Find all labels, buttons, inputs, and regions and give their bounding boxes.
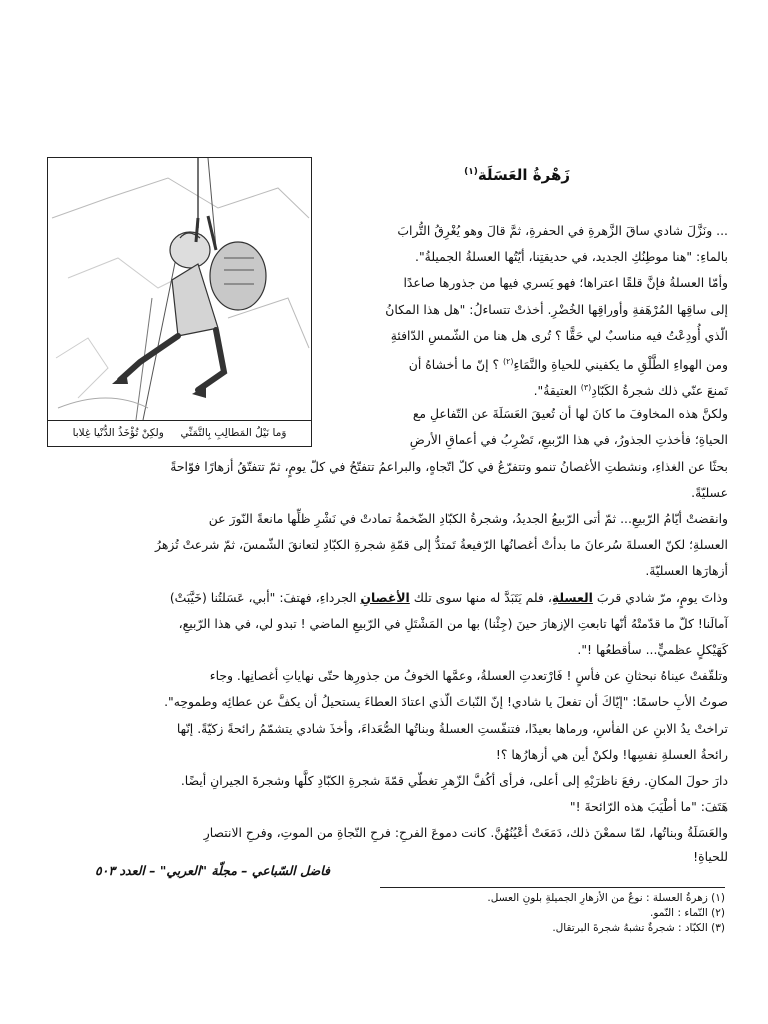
- paragraph-5-line-3: كَهَيْكلٍ عظميٍّ... سأقطعُها !".: [577, 642, 728, 657]
- story-title: [420, 166, 570, 184]
- caption-first-hemistich: وَما نَيْلُ المَطالِبِ بِالتَّمَنِّي: [180, 427, 287, 439]
- footnote-1: (١) زهرةُ العسلة : نوعٌ من الأزهارِ الجميلةِ بلونِ العسل.: [487, 892, 725, 904]
- p5a-post: الجرداءِ، فهتفَ: "أبي، عَسَلتُنا (خَيَّبَتْ): [169, 590, 361, 605]
- paragraph-2-line-3: الّذي أُودِعْتُ فيه مناسبٌ لي حَقًّا ؟ تُرى هل هنا من الشّمسِ الدّافئةِ: [390, 328, 728, 343]
- illustration-caption: [48, 420, 311, 446]
- paragraph-3-line-3: بحثًا عن الغذاءِ، ونشطتِ الأغصانُ تنمو وتتفرّعُ في كلّ اتّجاهٍ، والبراعمُ تتفتّحُ في كلّ يومٍ، ثمّ تتفتّقُ أزهارًا فوّاحةً: [170, 459, 728, 474]
- footnote-2: (٢) النّماء : النّمو.: [649, 907, 725, 919]
- paragraph-2-line-2: إلى ساقِها المُرْهَفةِ وأوراقِها الخُضْرِ. أخذتْ تتساءلُ: "هل هذا المكانُ: [385, 302, 728, 317]
- title-text: زَهْرةُ العَسَلَة: [477, 166, 570, 184]
- footnote-ref-2: (٢): [502, 357, 514, 366]
- paragraph-8-line-2: هَتَفَ: "ما أطْيَبَ هذه الرّائحةَ !": [569, 799, 728, 814]
- paragraph-4-line-1: وانقضتْ أيّامُ الرّبيعِ... ثمّ أتى الرّبيعُ الجديدُ، وشجرةُ الكبّادِ الضّخمةُ تمادتْ في نَشْرِ ظلِّها مانعةً النّورَ عن: [208, 511, 728, 526]
- footnote-3: (٣) الكبّاد : شجرةٌ تشبهُ شجرةَ البرتقال.: [552, 922, 725, 934]
- p2d-end: ؟ إنّ ما أخشاهُ أن: [408, 357, 503, 373]
- p2e-end: العتيقةُ".: [533, 383, 581, 399]
- paragraph-9-line-2: للحياةِ!: [693, 849, 728, 864]
- p2d-text: ومن الهواءِ الطَّلْقِ ما يكفيني للحياةِ والنَّمَاءِ: [513, 357, 728, 373]
- footnote-divider: [380, 887, 725, 888]
- p2e-text: تَمنعَ عنّي ذلك شجرةُ الكَبّادِ: [591, 383, 728, 399]
- paragraph-4-line-3: أزهارَها العسليّةَ.: [645, 563, 728, 578]
- underlined-word-asala: العسلةِ: [551, 590, 593, 605]
- caption-second-hemistich: ولكِنْ تُؤْخَذُ الدُّنْيا غِلابا: [72, 427, 164, 439]
- paragraph-7-line-1: تراختْ يدُ الابنِ عن الفأسِ، ورماها بعيدًا، فتنفّستِ العسلةُ وبناتُها الصُّعَداءَ، وأخذَ شادي يتشمّمُ رائحةً زكيّةً. إنّها: [176, 721, 728, 736]
- paragraph-5-line-2: آمالَنا! كلّ ما قدّمتْهُ أنّها تابعتِ الإزهارَ حينَ (جِئْنا) بها من المَشْتَلِ في الرّبيعِ الماضي ! تبدو لي، في هذا الرّبيعِ،: [178, 616, 728, 631]
- p5a-mid: ، فلم يَتَبَدَّ له منها سوى تلك: [409, 590, 552, 605]
- paragraph-1-line-2: بالماءِ: "هنا موطِنُكِ الجديد، في حديقتِنا، أيّتُها العسلةُ الجميلةُ".: [415, 249, 728, 264]
- paragraph-7-line-2: رائحةُ العسلةِ نفسِها! ولكنْ أين هي أزهارُها ؟!: [495, 747, 728, 762]
- paragraph-5-line-1: [45, 585, 728, 612]
- paragraph-6-line-2: صوتُ الأبِ حاسمًا: "إيّاكَ أن تفعلَ يا شادي! إنّ النّباتَ الّذي اعتادَ العطاءَ يستحيلُ أن يكفَّ عن عطائِه وطموحِه".: [164, 694, 728, 709]
- climber-illustration: [47, 157, 312, 447]
- paragraph-1-line-1: ... ونَزَّلَ شادي ساقَ الزَّهرةِ في الحفرةِ، ثمَّ قالَ وهو يُغْرِقُ التُّرابَ: [397, 223, 728, 238]
- title-footnote-ref: (١): [464, 167, 478, 177]
- author-signature: فاضل السّباعي – مجلّة "العربي" – العدد ٥٠٣: [94, 863, 330, 878]
- paragraph-3-line-4: عسليّةً.: [691, 485, 728, 500]
- climber-sketch: [48, 158, 311, 420]
- paragraph-9-line-1: والعَسَلَةُ وبناتُها، لمّا سمعْنَ ذلك، دَمَعَتْ أعْيُنُهُنَّ. كانت دموعَ الفرحِ: فرحِ النّجاةِ من الموتِ، وفرحِ الانتصارِ: [203, 825, 728, 840]
- paragraph-2-line-1: وأمّا العسلةُ فإنَّ قلقًا اعتراها؛ فهو يَسري فيها من جذورها صاعدًا: [403, 275, 728, 290]
- paragraph-3-line-1: ولكنَّ هذه المخاوفَ ما كانَ لها أن تُعيقَ العَسَلَةَ عن التّفاعلِ مع: [412, 406, 728, 421]
- paragraph-4-line-2: العسلةِ؛ لكنّ العسلةَ سُرعانَ ما بدأتْ أغصانُها الرّفيعةُ تَمتدُّ إلى قمّةِ شجرةِ الكبّادِ لتعانقَ الشّمسَ، ثمّ شرعتْ تُزهرُ: [155, 537, 728, 552]
- paragraph-8-line-1: دارَ حولَ المكانِ. رفعَ ناظرَيْهِ إلى أعلى، فرأى أكُفَّ الزّهرِ تغطّي قمّةَ شجرةِ الكبّادِ كلَّها وشجرةَ الجيرانِ أيضًا.: [180, 773, 728, 788]
- underlined-word-branches: الأغصانِ: [360, 590, 410, 605]
- paragraph-6-line-1: وتلقّفتْ عيناهُ نبحثانِ عن فأسٍ ! فَارْتعدتِ العسلةُ، وعمَّها الخوفُ من جذورِها حتّى نهاياتِ أغصانِها. وجاء: [209, 668, 728, 683]
- p5a-pre: وذاتَ يومٍ، مرّ شادي قربَ: [592, 590, 728, 605]
- footnote-ref-3: (٣): [580, 383, 592, 392]
- paragraph-3-line-2: الحياةِ؛ فأخذتِ الجذورُ، في هذا الرّبيعِ، تَضْرِبُ في أعماقِ الأرضِ: [409, 432, 728, 447]
